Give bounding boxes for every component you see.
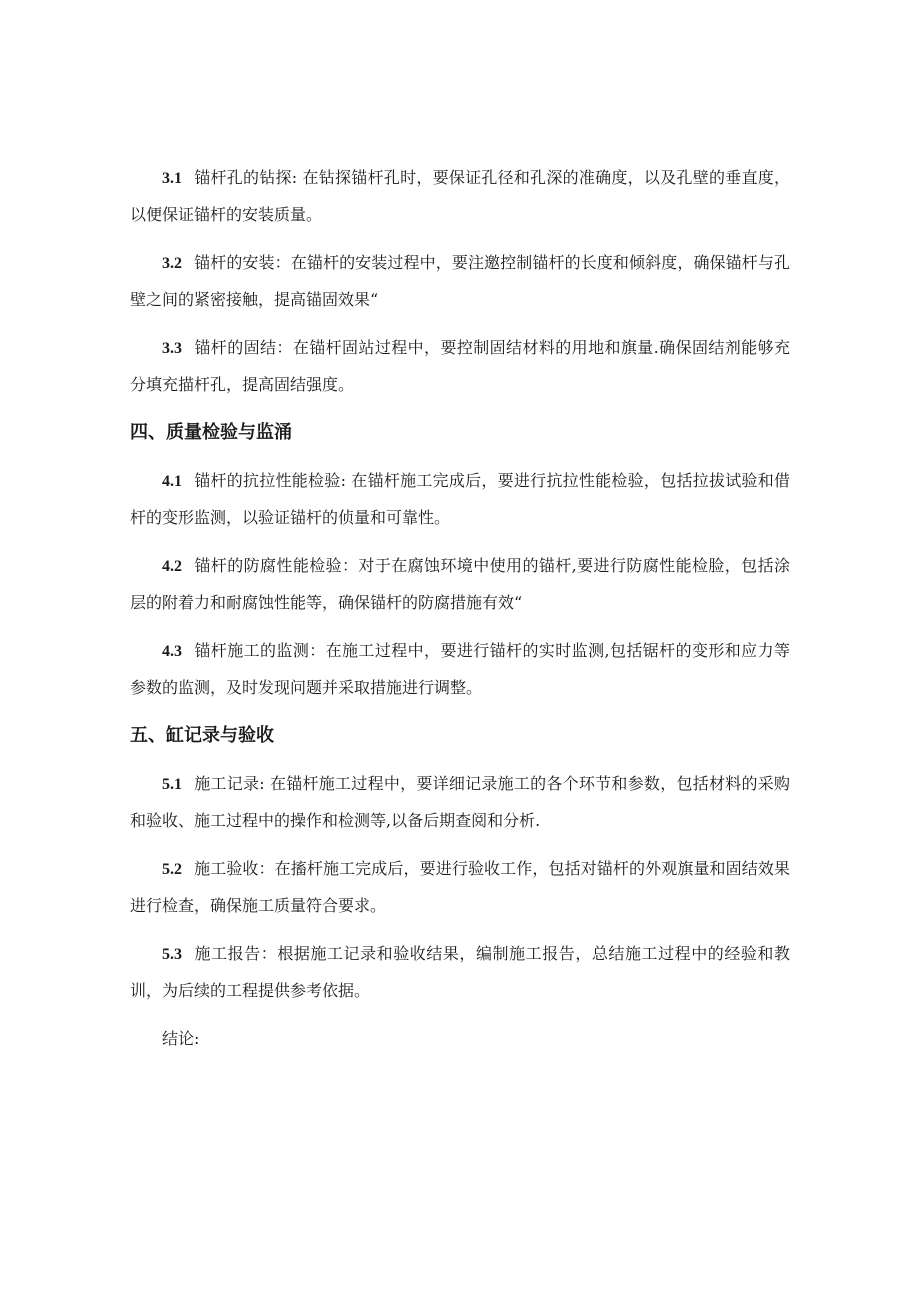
item-number: 3.2 [162, 255, 182, 272]
item-text: 锚杆的固结：在锚杆固站过程中，要控制固结材料的用地和旗量.确保固结剂能够充分填充描杆孔，提高固结强度。 [130, 338, 790, 394]
paragraph-5-2 [130, 851, 790, 924]
item-text: 施工记录: 在锚杆施工过程中，要详细记录施工的各个环节和参数，包括材料的采购和验收、施工过程中的操作和检测等,以备后期查阅和分析. [130, 774, 790, 830]
item-number: 4.1 [162, 473, 182, 490]
item-text: 锚杆孔的钻探: 在钻探锚杆孔时，要保证孔径和孔深的准确度，以及孔壁的垂直度，以便保证锚杆的安装质量。 [130, 168, 790, 224]
paragraph-5-1 [130, 766, 790, 839]
item-text: 锚杆的防腐性能检验：对于在腐蚀环境中使用的锚杆,要进行防腐性能检脸，包括涂层的附着力和耐腐蚀性能等，确保锚杆的防腐措施有效“ [130, 556, 790, 612]
paragraph-3-2 [130, 245, 790, 318]
paragraph-3-3 [130, 330, 790, 403]
item-number: 5.3 [162, 946, 182, 963]
item-text: 锚杆的抗拉性能检验: 在锚杆施工完成后，要进行抗拉性能检验，包括拉拔试验和借杆的变形监测，以验证锚杆的侦量和可靠性。 [130, 471, 790, 527]
item-number: 5.2 [162, 861, 182, 878]
item-text: 锚杆施工的监测：在施工过程中，要进行锚杆的实时监测,包括锯杆的变形和应力等参数的监测，及时发现问题并采取措施进行调整。 [130, 641, 790, 697]
paragraph-4-2 [130, 548, 790, 621]
conclusion-label: 结论: [162, 1029, 200, 1048]
paragraph-5-3 [130, 936, 790, 1009]
item-text: 施工验收：在搐杆施工完成后，要进行验收工作，包括对锚杆的外观旗量和固结效果进行检查，确保施工质量符合要求。 [130, 859, 790, 915]
item-number: 3.1 [162, 170, 182, 187]
section-heading-5: 五、缸记录与验收 [130, 725, 274, 746]
item-text: 锚杆的安装：在锚杆的安装过程中，要注邀控制锚杆的长度和倾斜度，确保锚杆与孔壁之间的紧密接触，提高锚固效果“ [130, 253, 790, 309]
paragraph-4-3 [130, 633, 790, 706]
item-number: 4.3 [162, 643, 182, 660]
item-number: 3.3 [162, 340, 182, 357]
item-text: 施工报告：根据施工记录和验收结果，编制施工报告，总结施工过程中的经验和教训，为后续的工程提供参考依据。 [130, 944, 790, 1000]
paragraph-3-1 [130, 160, 790, 233]
section-heading-4: 四、质量检验与监涌 [130, 422, 292, 443]
item-number: 5.1 [162, 776, 182, 793]
item-number: 4.2 [162, 558, 182, 575]
document-body [130, 160, 790, 1057]
paragraph-4-1 [130, 463, 790, 536]
